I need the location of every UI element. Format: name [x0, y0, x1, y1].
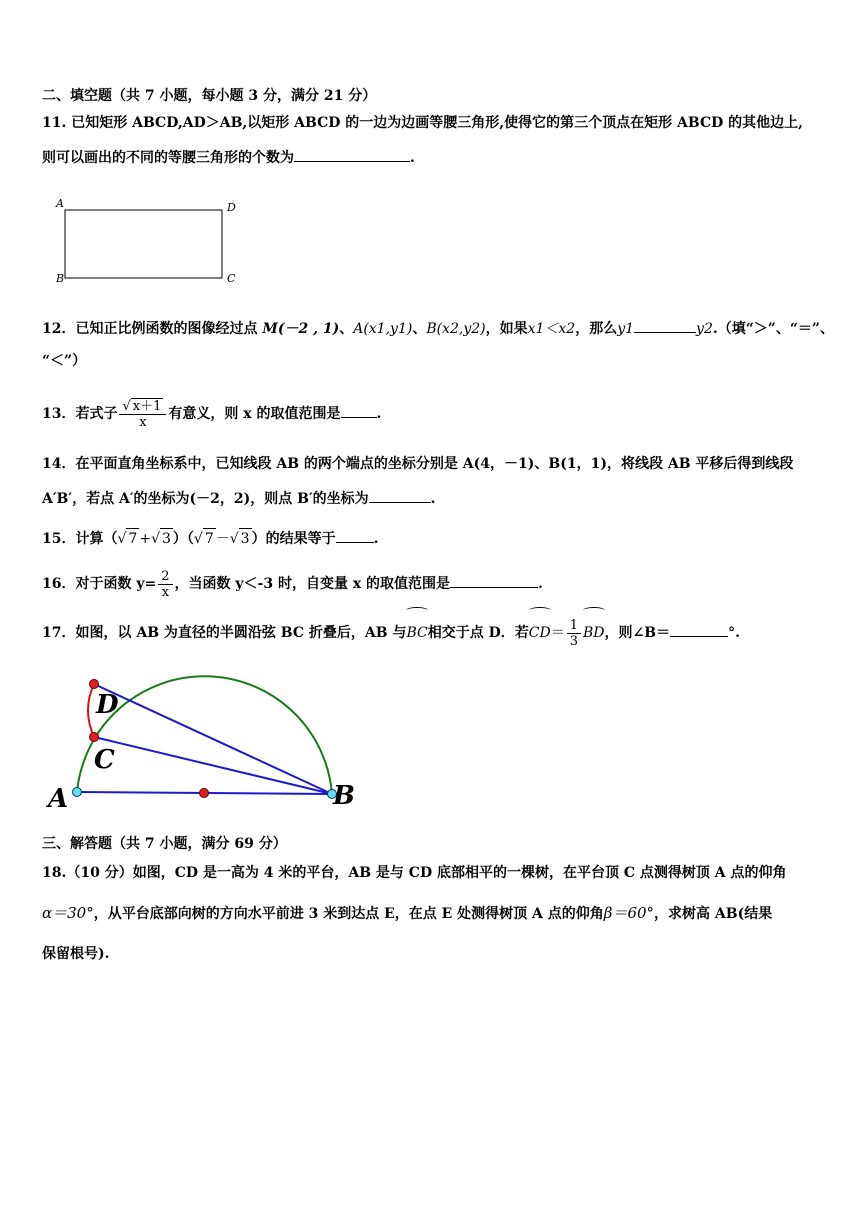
q11-label-b: B [56, 272, 65, 285]
q12-answer-blank[interactable] [634, 318, 696, 333]
q11-answer-blank[interactable] [294, 147, 410, 162]
q13-radicand: x＋1 [132, 399, 162, 414]
q14-line2 [42, 488, 436, 509]
q17-denominator: 3 [569, 633, 578, 649]
q15-sqrt3-a: √ 3 [151, 528, 173, 549]
q12-y2: y2 [696, 321, 713, 337]
q15-sqrt7-a: √ 7 [117, 528, 139, 549]
q16-denominator: x [161, 584, 170, 600]
q13-end: . [376, 406, 382, 422]
q16-end: . [538, 576, 543, 592]
q11-rectangle-figure [52, 196, 242, 286]
q12-line1 [42, 318, 834, 339]
q17-point-a [73, 788, 82, 797]
q17-arc-bd: BD [583, 608, 605, 655]
q15-line [42, 528, 378, 549]
q15-end: . [373, 531, 379, 547]
q11-line2 [42, 147, 415, 168]
q15-close: ）的结果等于 [251, 531, 336, 547]
q12-sep1: 、 [339, 321, 354, 337]
q18-alpha: α＝30° [42, 904, 94, 922]
q14-answer-blank[interactable] [369, 488, 431, 503]
q17-line [42, 608, 740, 655]
q17-label-d: D [96, 690, 119, 720]
q16-line [42, 562, 543, 606]
q17-fraction [567, 618, 581, 649]
q11-label-c: C [227, 272, 236, 285]
q11-label-a: A [56, 197, 64, 210]
q11-text: 则可以画出的不同的等腰三角形的个数为 [42, 150, 294, 166]
q12-mid: ，如果 [485, 321, 528, 337]
q17-folded-arc [88, 684, 94, 737]
q16-prefix: 16．对于函数 y= [42, 576, 157, 592]
q18-beta: β＝60° [603, 904, 655, 922]
q12-line2: “＜”） [42, 353, 87, 369]
q12-y1: y1 [617, 321, 635, 337]
q17-arc-bc: BC [406, 608, 427, 655]
q12-point-b: B(x2,y2) [426, 321, 486, 337]
q12-prefix: 12．已知正比例函数的图像经过点 [42, 321, 263, 337]
q15-sqrt7-b: √ 7 [194, 528, 216, 549]
q17-numerator: 1 [567, 618, 581, 634]
q17-suffix: ，则∠B＝ [604, 625, 671, 641]
q15-answer-blank[interactable] [336, 528, 374, 543]
q14-end: . [430, 491, 436, 507]
q12-sep2: 、 [412, 321, 427, 337]
q16-suffix: ，当函数 y＜-3 时，自变量 x 的取值范围是 [174, 576, 451, 592]
q14-line1: 14．在平面直角坐标系中，已知线段 AB 的两个端点的坐标分别是 A(4，－1)、B(1，1)，将线段 AB 平移后得到线段 [42, 456, 794, 472]
q18-line3: 保留根号). [42, 946, 110, 962]
q18-line2-mid: ，从平台底部向树的方向水平前进 3 米到达点 E，在点 E 处测得树顶 A 点的仰角 [93, 906, 604, 922]
q17-point-d [90, 680, 99, 689]
q15-prefix: 15．计算（ [42, 531, 118, 547]
q18-line2 [42, 903, 772, 924]
q15-sqrt7-a-value: 7 [126, 528, 139, 549]
q13-fraction: $\frac{√ x+1}{x}$ [119, 398, 166, 430]
q13-answer-blank[interactable] [341, 403, 377, 418]
q17-answer-blank[interactable] [670, 622, 728, 637]
q17-point-center [200, 789, 209, 798]
q15-sqrt3-b: √ 3 [230, 528, 252, 549]
q15-sqrt3-b-value: 3 [239, 528, 252, 549]
q12-point-a: A(x1,y1) [353, 321, 413, 337]
q17-semicircle-figure [40, 655, 370, 820]
q14-text: A′B′，若点 A′的坐标为(－2，2)，则点 B′的坐标为 [42, 491, 369, 507]
q12-point-m: M(－2 , 1) [262, 321, 340, 337]
q12-tail: .（填“＞”、“＝”、 [712, 321, 834, 337]
q11-end: . [410, 150, 415, 166]
q17-point-c [90, 733, 99, 742]
q12-then: ，那么 [575, 321, 618, 337]
q11-line1: 11. 已知矩形 ABCD,AD＞AB,以矩形 ABCD 的一边为边画等腰三角形,使得它的第三个顶点在矩形 ABCD 的其他边上, [42, 115, 804, 131]
q17-end: °. [728, 625, 740, 641]
q15-minus: － [215, 531, 230, 547]
q17-prefix: 17．如图，以 AB 为直径的半圆沿弦 BC 折叠后，AB 与 [42, 625, 407, 641]
q17-chord-bc [94, 737, 332, 794]
q17-equals: ＝ [550, 625, 565, 641]
q17-line-bd [94, 684, 332, 794]
q15-sqrt3-a-value: 3 [160, 528, 173, 549]
q16-numerator: 2 [158, 569, 172, 585]
q11-label-d: D [227, 201, 236, 214]
section3-heading: 三、解答题（共 7 小题，满分 69 分） [42, 836, 287, 852]
q13-line [42, 392, 381, 436]
q17-label-b: B [333, 781, 355, 811]
q13-denominator: x [139, 415, 147, 430]
q15-sqrt7-b-value: 7 [203, 528, 216, 549]
q15-plus: + [139, 531, 152, 547]
q18-line1: 18.（10 分）如图，CD 是一高为 4 米的平台，AB 是与 CD 底部相平的一棵树，在平台顶 C 点测得树顶 A 点的仰角 [42, 865, 787, 881]
q15-mid: ）（ [172, 531, 194, 547]
q17-label-c: C [94, 745, 115, 775]
section2-heading: 二、填空题（共 7 小题，每小题 3 分，满分 21 分） [42, 88, 377, 104]
q16-fraction [158, 569, 172, 600]
q13-suffix: 有意义，则 x 的取值范围是 [168, 406, 341, 422]
q17-label-a: A [48, 784, 69, 814]
q17-arc-cd: CD [529, 608, 551, 655]
q18-line2-end: ，求树高 AB(结果 [654, 906, 773, 922]
q12-condition: x1＜x2 [527, 321, 576, 337]
q17-mid: 相交于点 D．若 [427, 625, 529, 641]
q13-prefix: 13．若式子 [42, 406, 118, 422]
q16-answer-blank[interactable] [450, 573, 538, 588]
